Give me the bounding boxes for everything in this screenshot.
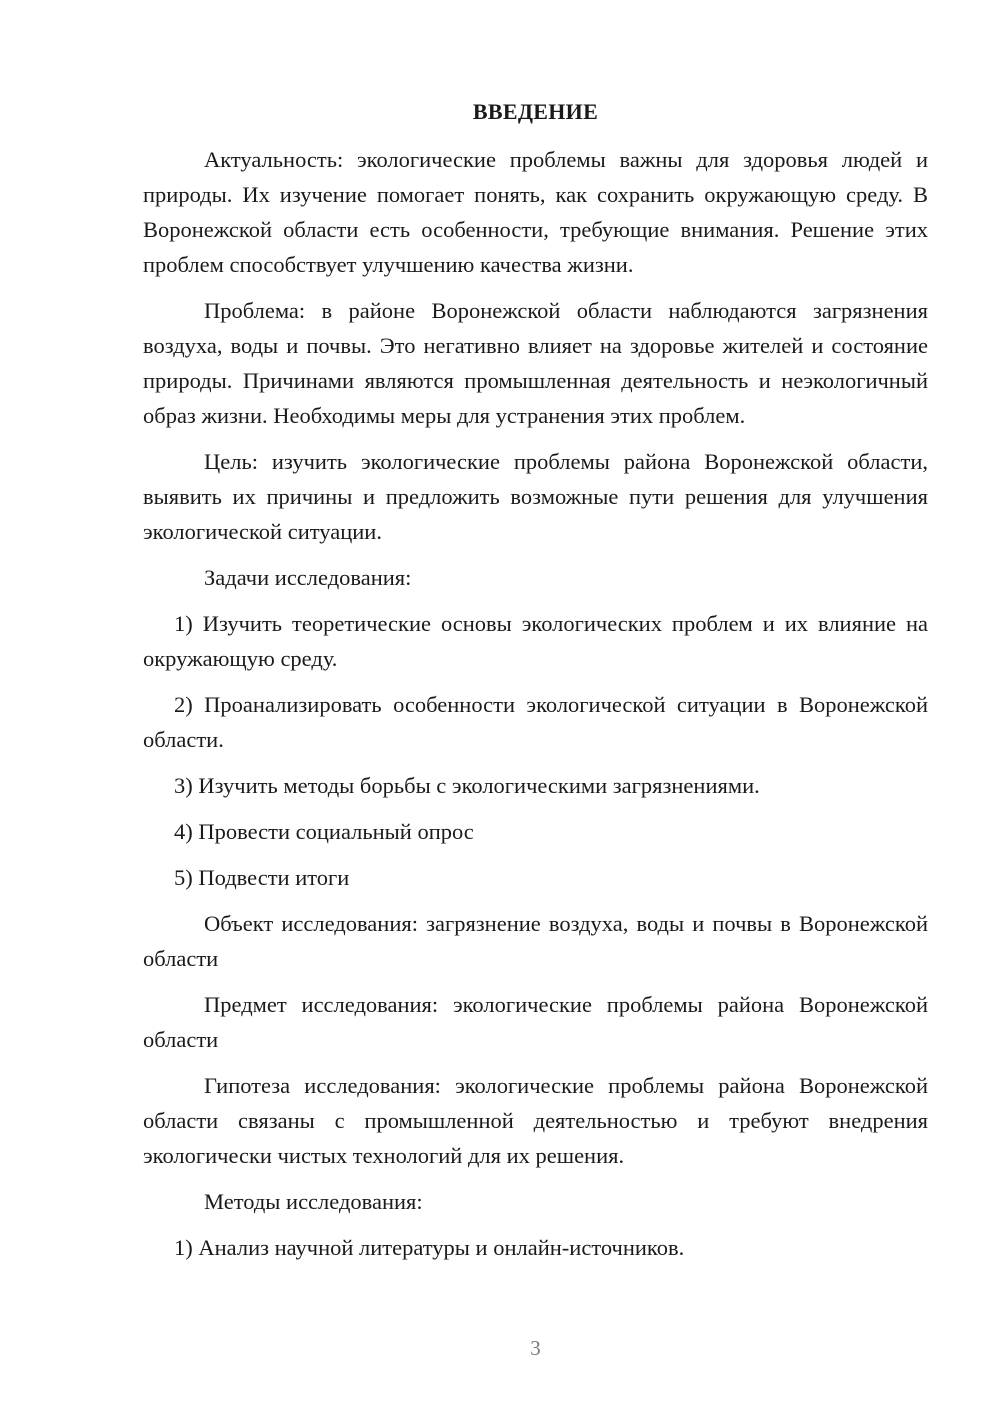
paragraph-tasks-heading: Задачи исследования: (204, 565, 412, 590)
paragraph-problem: Проблема: в районе Воронежской области наблюдаются загрязнения воздуха, воды и почвы. Это негативно влияет на здоровье жителей и состояние природы. Причинами являются промышленная деятельность и неэкологичный образ жизни. Необходимы меры для устранения этих проблем. (143, 298, 928, 428)
paragraph-relevance: Актуальность: экологические проблемы важны для здоровья людей и природы. Их изучение помогает понять, как сохранить окружающую среду. В Воронежской области есть особенности, требующие внимания. Решение этих проблем способствует улучшению качества жизни. (143, 147, 928, 277)
paragraph-goal: Цель: изучить экологические проблемы района Воронежской области, выявить их причины и предложить возможные пути решения для улучшения экологической ситуации. (143, 449, 928, 544)
section-title: ВВЕДЕНИЕ (472, 99, 599, 124)
paragraph-hypothesis: Гипотеза исследования: экологические проблемы района Воронежской области связаны с промышленной деятельностью и требуют внедрения экологически чистых технологий для их решения. (143, 1073, 928, 1168)
list-item-task-2: 2) Проанализировать особенности экологической ситуации в Воронежской области. (143, 692, 928, 752)
paragraph-methods-heading: Методы исследования: (204, 1189, 423, 1214)
list-item-task-1: 1) Изучить теоретические основы экологических проблем и их влияние на окружающую среду. (143, 611, 928, 671)
paragraph-subject: Предмет исследования: экологические проблемы района Воронежской области (143, 992, 928, 1052)
list-item-task-5: 5) Подвести итоги (174, 865, 350, 890)
paragraph-object: Объект исследования: загрязнение воздуха, воды и почвы в Воронежской области (143, 911, 928, 971)
page-number-text: 3 (530, 1336, 541, 1360)
document-body (143, 142, 928, 1276)
list-item-task-4: 4) Провести социальный опрос (174, 819, 474, 844)
page-number (143, 1334, 928, 1362)
document-page (143, 0, 928, 1414)
list-item-task-3: 3) Изучить методы борьбы с экологическими загрязнениями. (174, 773, 760, 798)
list-item-method-1: 1) Анализ научной литературы и онлайн-источников. (174, 1235, 685, 1260)
